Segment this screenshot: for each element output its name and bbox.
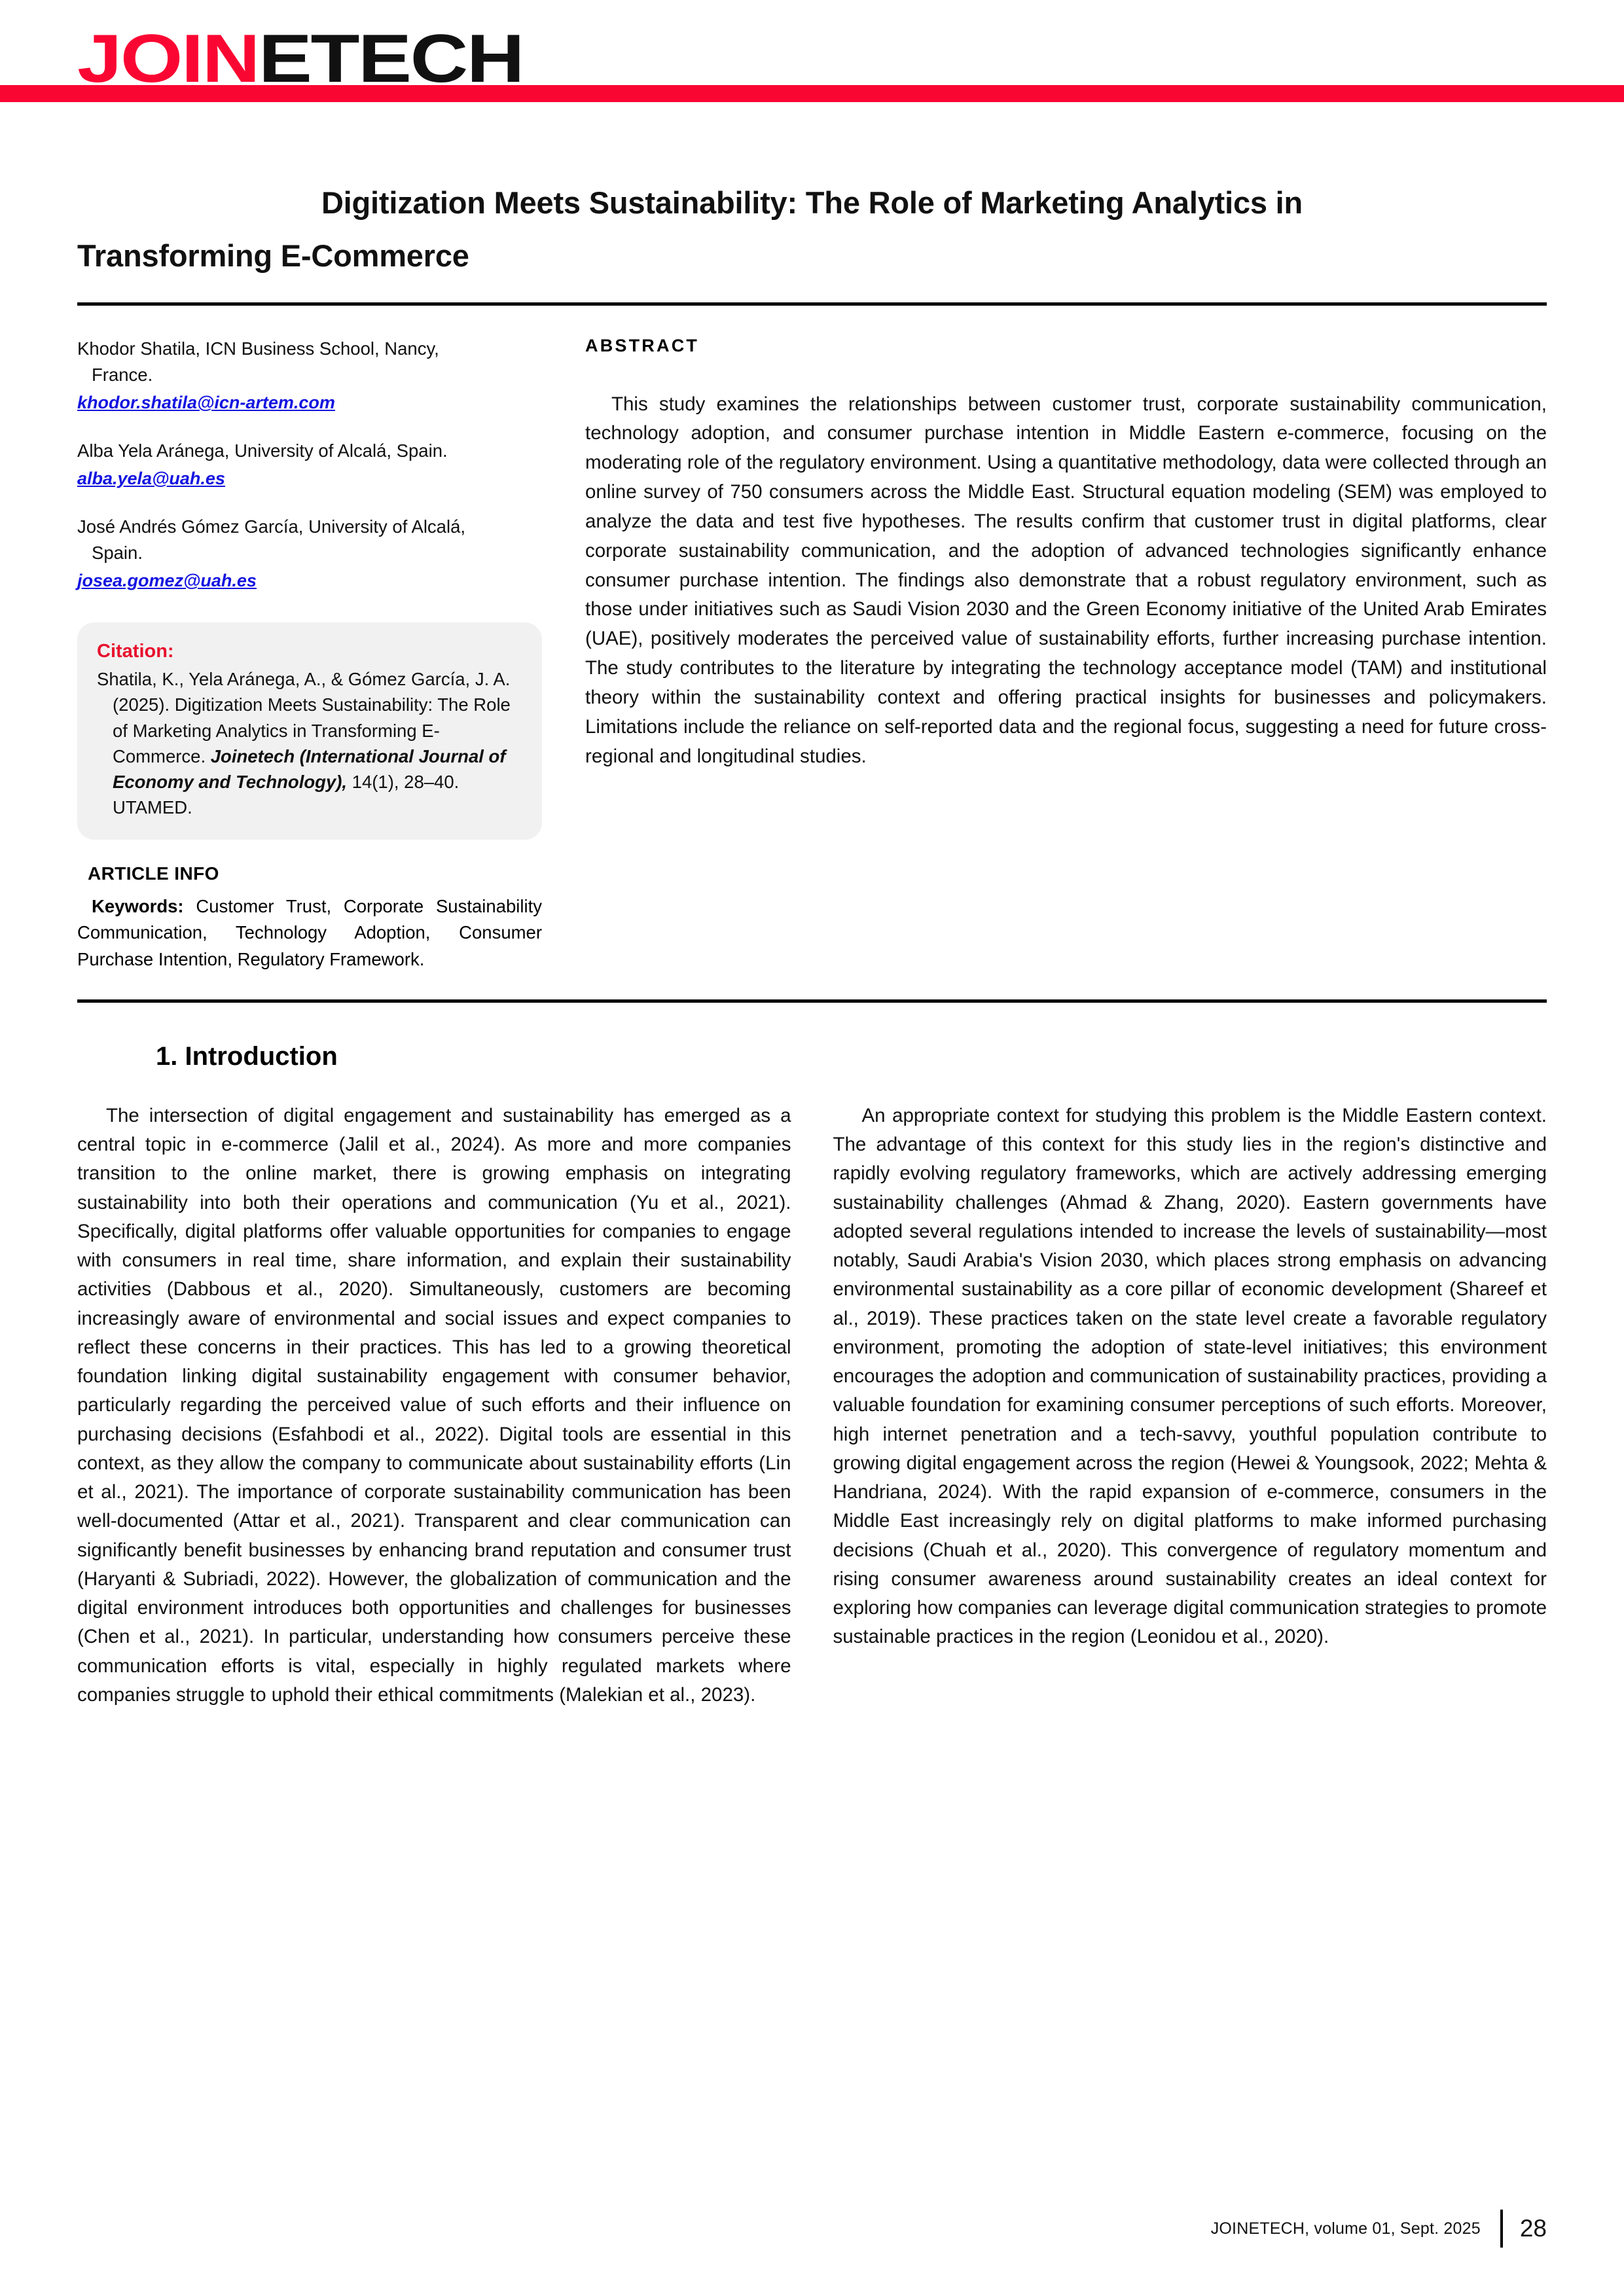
article-info-block — [77, 863, 542, 973]
page-footer — [77, 2210, 1547, 2248]
author-email-link[interactable]: khodor.shatila@icn-artem.com — [77, 392, 335, 412]
keywords-paragraph — [77, 893, 542, 973]
footer-journal-info: JOINETECH, volume 01, Sept. 2025 — [1210, 2219, 1481, 2238]
author-affiliation-line-1: Khodor Shatila, ICN Business School, Nancy, — [77, 338, 439, 359]
author-entry — [77, 438, 542, 514]
author-email-link[interactable]: josea.gomez@uah.es — [77, 570, 257, 590]
header-columns — [77, 306, 1547, 973]
author-email-link[interactable]: alba.yela@uah.es — [77, 468, 225, 488]
logo-text-etech: ETECH — [258, 21, 524, 97]
footer-page-number: 28 — [1519, 2215, 1547, 2242]
citation-body — [97, 666, 522, 819]
abstract-body: This study examines the relationships between customer trust, corporate sustainability communication, technology adoption, and consumer purchase intention in Middle Eastern e-commerce, focusing on the moderating role of the regulatory environment. Using a quantitative methodology, data were collected through an online survey of 750 consumers across the Middle East. Structural equation modeling (SEM) was employed to analyze the data and test five hypotheses. The results confirm that customer trust in digital platforms, clear corporate sustainability communication, and the adoption of advanced technologies significantly enhance consumer purchase intention. The findings also demonstrate that a robust regulatory environment, such as those under initiatives such as Saudi Vision 2030 and the Green Economy initiative of the United Arab Emirates (UAE), positively moderates the perceived value of sustainability efforts, further increasing purchase intention. The study contributes to the literature by integrating the technology acceptance model (TAM) and institutional theory within the sustainability context and offering practical insights for businesses and policymakers. Limitations include the reliance on self-reported data and the regional focus, suggesting a need for future cross-regional and longitudinal studies. — [585, 393, 1547, 767]
citation-label: Citation: — [97, 640, 174, 662]
footer-divider — [1500, 2210, 1503, 2248]
section-heading-introduction: 1. Introduction — [156, 1041, 338, 1071]
introduction-paragraph-right: An appropriate context for studying this problem is the Middle Eastern context. The advantage of this context for this study lies in the region's distinctive and rapidly evolving regulatory frameworks, which are actively addressing emerging sustainability challenges (Ahmad & Zhang, 2020). Eastern governments have adopted several regulations intended to increase the levels of sustainability—most notably, Saudi Arabia's Vision 2030, which places strong emphasis on advancing environmental sustainability as a core pillar of economic development (Shareef et al., 2019). These practices taken on the state level create a favorable regulatory environment, promoting the adoption of state-level initiatives; this environment encourages the adoption and communication of sustainability practices, providing a valuable foundation for examining consumer perceptions of such efforts. Moreover, high internet penetration and a tech-savvy, youthful population contribute to growing digital engagement across the region (Hewei & Youngsook, 2022; Mehta & Handriana, 2024). With the rapid expansion of e-commerce, consumers in the Middle East increasingly rely on digital platforms to make informed purchasing decisions (Chuah et al., 2020). This convergence of regulatory momentum and rising consumer awareness around sustainability creates an ideal context for exploring how companies can leverage digital communication strategies to promote sustainable practices in the region (Leonidou et al., 2020). — [833, 1104, 1547, 1648]
author-affiliation — [77, 438, 542, 464]
citation-part-2: 14(1), 28–40. UTAMED. — [113, 771, 460, 817]
author-affiliation — [77, 336, 542, 388]
introduction-columns — [77, 1102, 1547, 1710]
author-affiliation — [77, 514, 542, 566]
masthead — [0, 0, 1624, 124]
page-content — [0, 124, 1624, 1710]
author-affiliation-line-2: France. — [92, 364, 153, 385]
citation-box — [77, 622, 542, 840]
introduction-paragraph-left: The intersection of digital engagement and sustainability has emerged as a central topic in e-commerce (Jalil et al., 2024). As more and more companies transition to the online market, there is growing emphasis on integrating sustainability into both their operations and communication (Yu et al., 2021). Specifically, digital platforms offer valuable opportunities for companies to engage with consumers in real time, share information, and explain their sustainability activities (Dabbous et al., 2020). Simultaneously, customers are becoming increasingly aware of environmental and social issues and expect companies to reflect these concerns in their practices. This has led to a growing theoretical foundation linking digital sustainability engagement with consumer behavior, particularly regarding the perceived value of such efforts and their influence on purchasing decisions (Esfahbodi et al., 2022). Digital tools are essential in this context, as they allow the company to communicate about sustainability efforts (Lin et al., 2021). The importance of corporate sustainability communication has been well-documented (Attar et al., 2021). Transparent and clear communication can significantly benefit businesses by enhancing brand reputation and consumer trust (Haryanti & Subriadi, 2022). However, the globalization of communication and the digital environment introduces both opportunities and challenges for businesses (Chen et al., 2021). In particular, understanding how consumers perceive these communication efforts is vital, especially in highly regulated markets where companies struggle to uphold their ethical commitments (Malekian et al., 2023). — [77, 1104, 791, 1706]
introduction-column-right — [833, 1102, 1547, 1710]
title-line-2: Transforming E-Commerce — [77, 238, 469, 273]
citation-part-1: Shatila, K., Yela Aránega, A., & Gómez García, J. A. (2025). Digitization Meets Sustainability: The Role of Marketing Analytics in Transforming E-Commerce. — [97, 669, 511, 766]
citation-journal-title: Joinetech (International Journal of Economy and Technology), — [113, 745, 506, 792]
abstract-divider — [77, 999, 1547, 1003]
author-metadata-column — [77, 336, 562, 973]
title-line-1: Digitization Meets Sustainability: The Role of Marketing Analytics in — [321, 185, 1303, 220]
journal-logo — [77, 21, 524, 97]
author-affiliation-line-2: Spain. — [92, 542, 143, 563]
logo-text-join: JOIN — [77, 21, 259, 97]
abstract-heading: ABSTRACT — [585, 335, 700, 355]
author-affiliation-line-1: José Andrés Gómez García, University of Alcalá, — [77, 516, 466, 537]
abstract-column — [562, 336, 1547, 772]
citation-text — [97, 666, 522, 819]
article-info-heading: ARTICLE INFO — [88, 863, 219, 884]
keywords-label: Keywords: — [92, 895, 184, 916]
introduction-column-left — [77, 1102, 791, 1710]
page-title — [77, 124, 1547, 292]
author-entry — [77, 514, 542, 616]
author-entry — [77, 336, 542, 438]
author-affiliation-line-1: Alba Yela Aránega, University of Alcalá, Spain. — [77, 440, 448, 461]
keywords-value: Customer Trust, Corporate Sustainability Communication, Technology Adoption, Consumer Purchase Intention, Regulatory Framework. — [77, 895, 542, 970]
